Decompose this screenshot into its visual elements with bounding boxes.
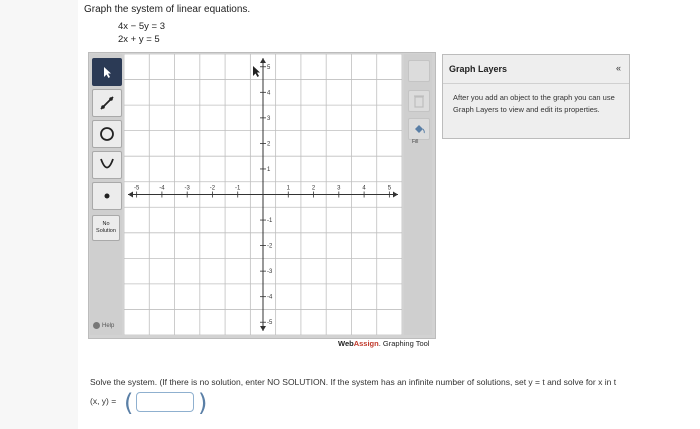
question-prompt: Graph the system of linear equations. bbox=[84, 4, 251, 15]
answer-input[interactable] bbox=[136, 392, 194, 412]
y-tick-label: -2 bbox=[267, 243, 273, 250]
brand-tool-name: . Graphing Tool bbox=[378, 339, 430, 348]
delete-tool-button[interactable] bbox=[408, 90, 430, 112]
tool-button-disabled-1[interactable] bbox=[408, 60, 430, 82]
y-tick-label: -5 bbox=[267, 320, 273, 327]
graph-layers-title: Graph Layers bbox=[449, 64, 508, 74]
graph-layers-header[interactable] bbox=[443, 55, 629, 84]
no-solution-button[interactable]: No Solution bbox=[92, 215, 120, 241]
parabola-tool-button[interactable] bbox=[92, 151, 122, 179]
brand-assign: Assign bbox=[353, 339, 379, 348]
y-tick-label: 1 bbox=[267, 166, 271, 173]
trash-icon bbox=[409, 91, 429, 111]
y-axis-arrow-down bbox=[260, 326, 266, 331]
line-icon bbox=[98, 94, 116, 112]
point-icon bbox=[100, 189, 114, 203]
x-tick-label: 4 bbox=[362, 185, 366, 192]
solve-instruction: Solve the system. (If there is no solution, enter NO SOLUTION. If the system has an infinite number of solutions, set y = t and solve for x in t bbox=[90, 377, 617, 387]
webassign-brand bbox=[338, 339, 429, 348]
arrow-cursor-icon bbox=[100, 65, 114, 79]
x-axis-arrow-right bbox=[393, 192, 398, 198]
x-tick-label: -5 bbox=[133, 185, 140, 192]
circle-icon bbox=[98, 125, 116, 143]
help-icon bbox=[93, 322, 100, 329]
xy-label: (x, y) = bbox=[90, 396, 117, 406]
line-tool-button[interactable] bbox=[92, 89, 122, 117]
fill-label: Fill bbox=[412, 139, 419, 145]
graph-grid[interactable] bbox=[124, 54, 402, 335]
y-tick-label: 3 bbox=[267, 115, 271, 122]
x-tick-label: -1 bbox=[235, 185, 241, 192]
cursor-icon bbox=[253, 66, 260, 77]
y-axis-arrow-up bbox=[260, 58, 266, 63]
paint-bucket-icon bbox=[409, 119, 429, 139]
graph-area[interactable] bbox=[124, 54, 402, 335]
y-tick-label: -3 bbox=[267, 269, 273, 276]
y-tick-label: 4 bbox=[267, 90, 271, 97]
x-tick-label: 2 bbox=[311, 185, 316, 192]
y-tick-label: -4 bbox=[267, 294, 273, 301]
open-paren: ( bbox=[124, 389, 134, 417]
y-tick-label: -1 bbox=[267, 218, 273, 225]
equation-1: 4x − 5y = 3 bbox=[118, 21, 166, 32]
collapse-icon[interactable]: « bbox=[615, 63, 621, 73]
x-tick-label: 1 bbox=[286, 185, 290, 192]
x-tick-label: -3 bbox=[184, 185, 190, 192]
x-axis-arrow-left bbox=[128, 192, 133, 198]
pointer-tool-button[interactable] bbox=[92, 58, 122, 86]
equation-2: 2x + y = 5 bbox=[118, 34, 160, 45]
graph-layers-panel bbox=[442, 54, 630, 139]
circle-tool-button[interactable] bbox=[92, 120, 122, 148]
brand-web: Web bbox=[338, 339, 354, 348]
y-tick-label: 2 bbox=[267, 141, 271, 148]
help-label: Help bbox=[102, 322, 115, 329]
close-paren: ) bbox=[198, 389, 208, 417]
help-button[interactable] bbox=[93, 322, 114, 329]
x-tick-label: 3 bbox=[337, 185, 341, 192]
y-tick-label: 5 bbox=[267, 64, 271, 71]
graph-layers-description: After you add an object to the graph you can use Graph Layers to view and edit its properties. bbox=[453, 93, 615, 114]
parabola-icon bbox=[98, 156, 116, 174]
point-tool-button[interactable] bbox=[92, 182, 122, 210]
fill-tool-button[interactable] bbox=[408, 118, 430, 140]
x-tick-label: -2 bbox=[209, 185, 216, 192]
x-tick-label: 5 bbox=[387, 185, 392, 192]
x-tick-label: -4 bbox=[159, 185, 165, 192]
